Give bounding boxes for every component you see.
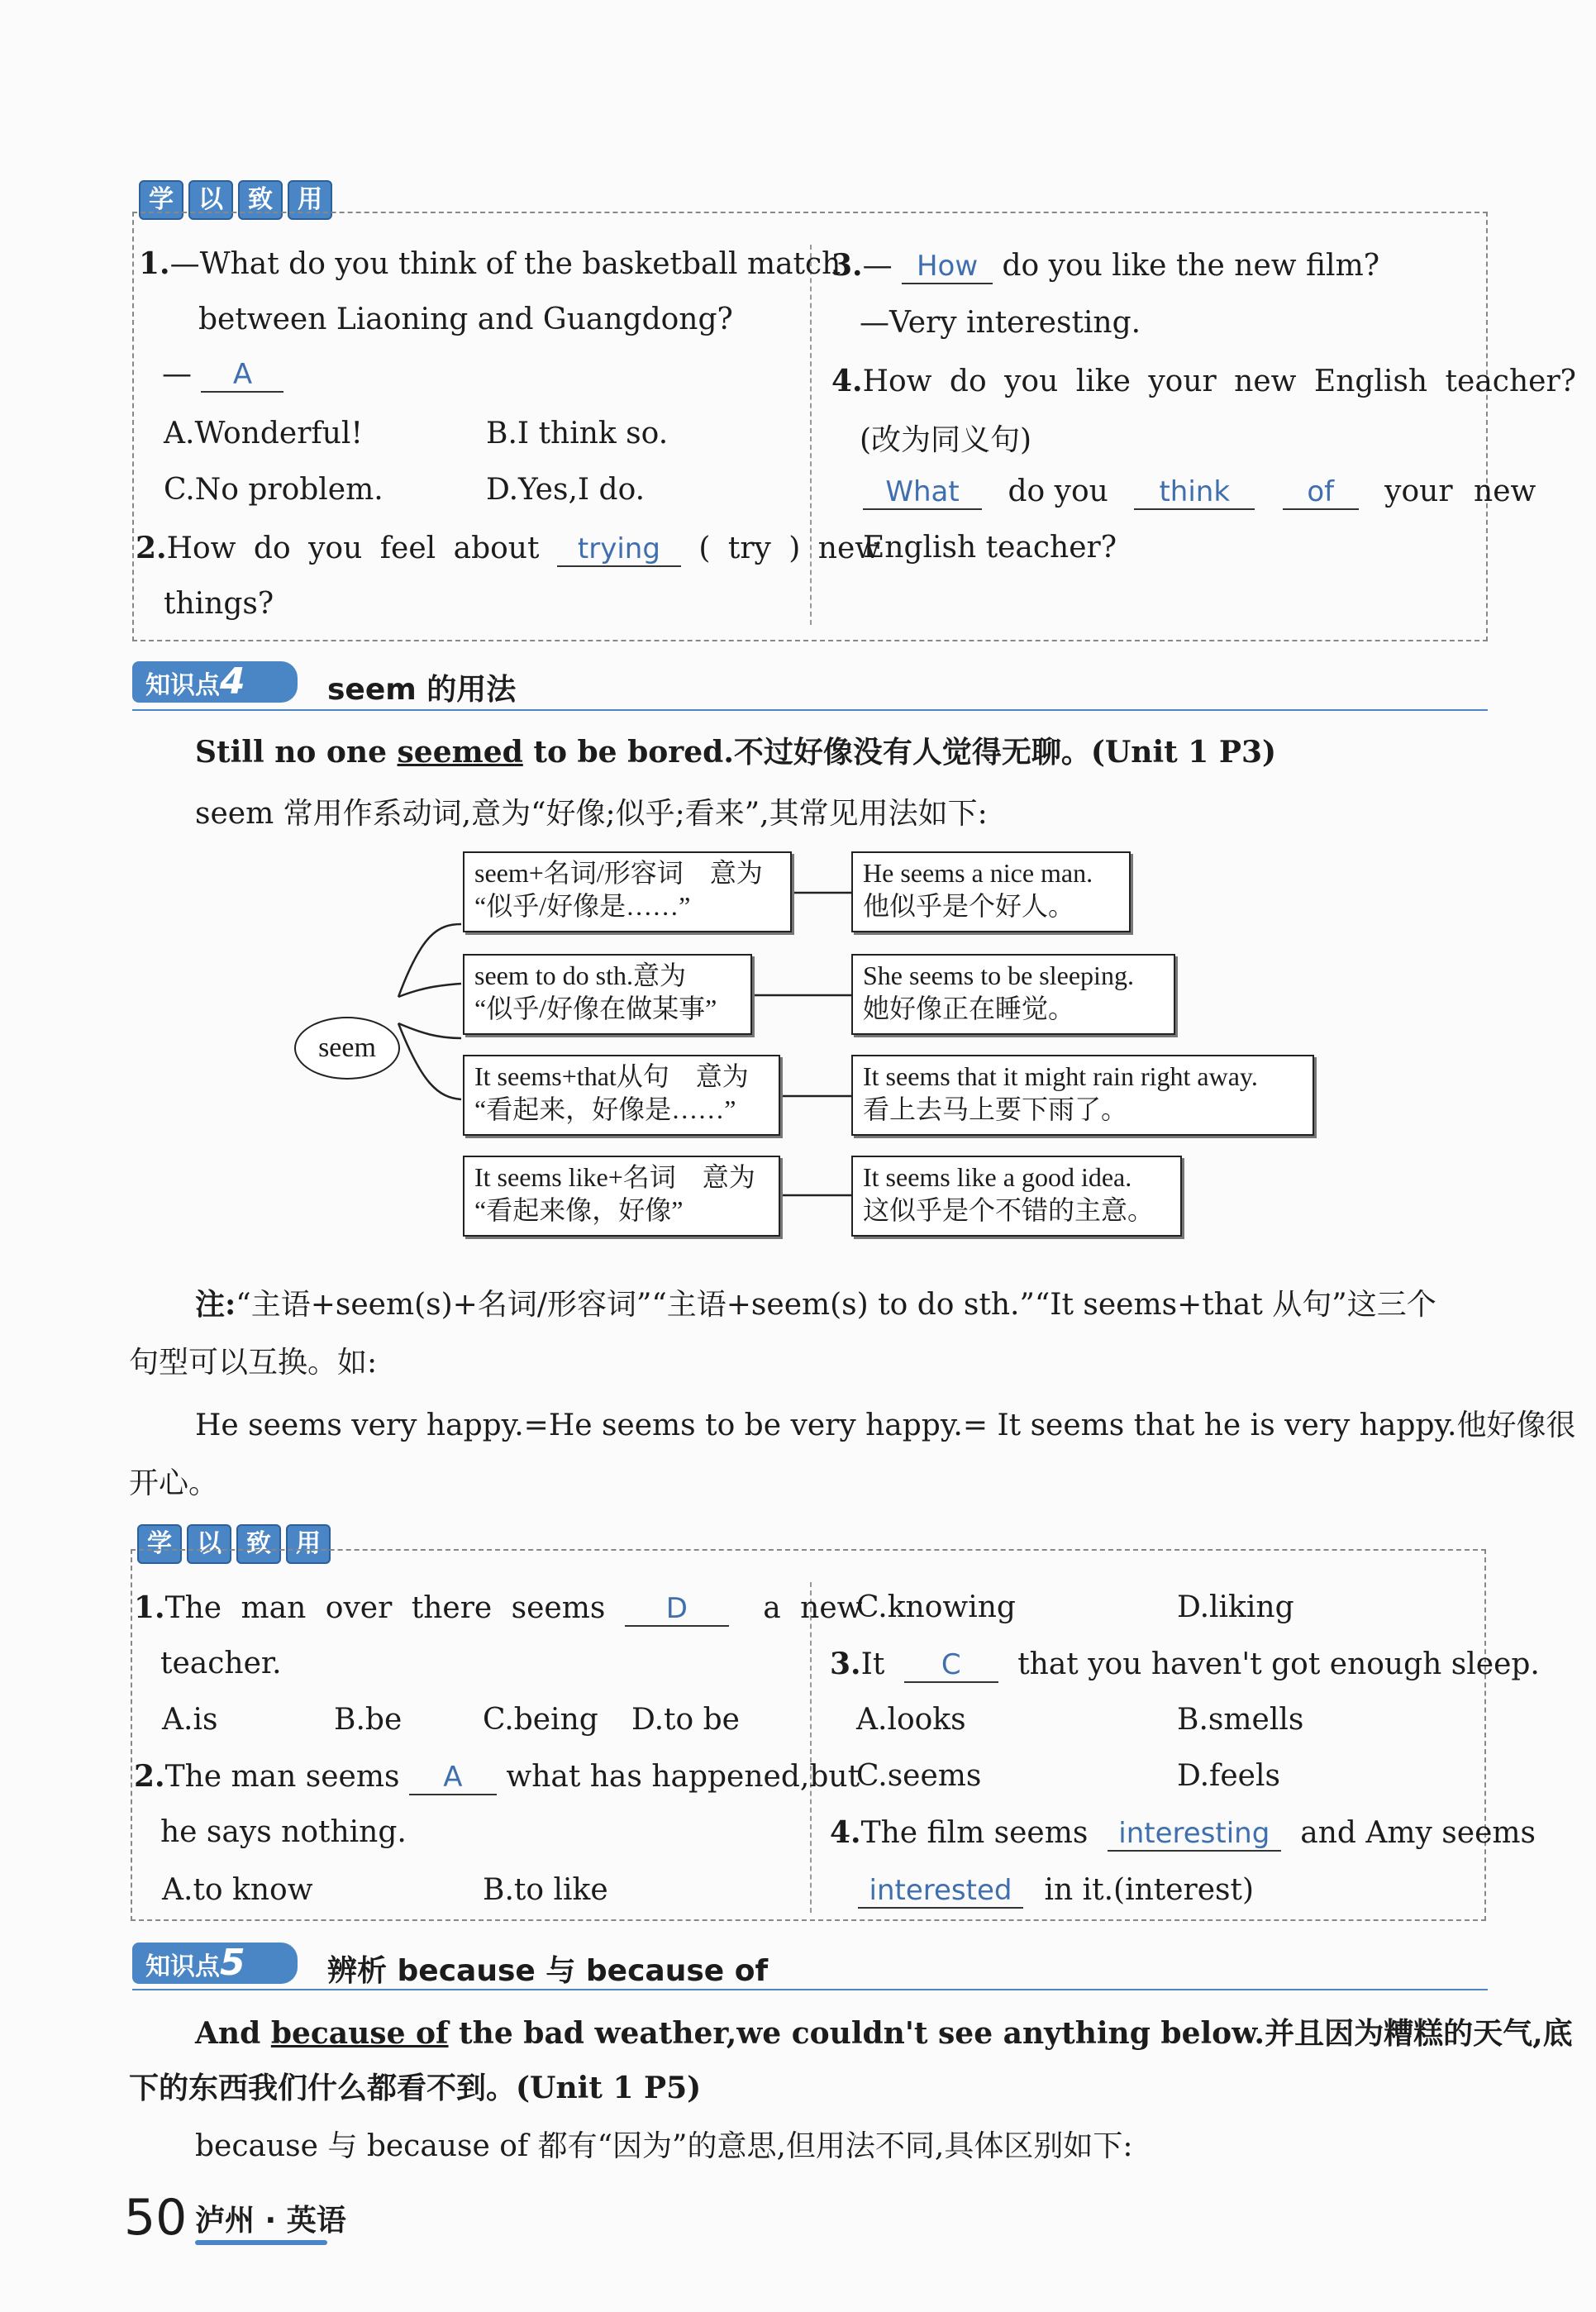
kp-title: 辨析 because 与 because of	[327, 1954, 769, 1988]
usage-text: seem to do sth.意为	[474, 961, 686, 990]
answer-blank[interactable]: D	[625, 1592, 729, 1627]
question-text: How do you like your new English teacher?	[862, 365, 1576, 398]
example-text: 他似乎是个好人。	[863, 891, 1075, 921]
question-text: your new	[1384, 474, 1536, 508]
question-text: and Amy seems	[1300, 1816, 1536, 1850]
option-b: B.to like	[483, 1873, 608, 1907]
kp4-note	[195, 1281, 1436, 1323]
example-underlined: seemed	[397, 735, 523, 770]
question-number: 2.	[134, 1759, 165, 1794]
column-separator	[810, 1582, 812, 1913]
question-text: English teacher?	[863, 531, 1117, 565]
question-text: The film seems	[860, 1816, 1089, 1850]
note-example: 开心。	[129, 1466, 219, 1500]
example-underlined: because of	[270, 2016, 449, 2051]
example-box-4	[851, 1156, 1182, 1237]
question-instruction: (改为同义句)	[860, 423, 1032, 457]
question-text: do you	[1008, 474, 1108, 508]
option-b: B.be	[334, 1703, 403, 1737]
badge-char: 致	[238, 180, 283, 220]
option-a: A.to know	[162, 1873, 313, 1907]
example-box-2	[851, 954, 1175, 1035]
example-text: And	[195, 2016, 271, 2051]
question-number: 3.	[830, 1647, 861, 1681]
example-text: He seems a nice man.	[863, 858, 1093, 888]
question-text: —Very interesting.	[860, 306, 1141, 340]
answer-blank[interactable]: A	[201, 358, 283, 393]
usage-text: seem+名词/形容词 意为	[474, 858, 763, 888]
answer-blank[interactable]: of	[1283, 475, 1359, 510]
kp4-example	[195, 729, 1276, 771]
knowledge-point-4-badge	[132, 661, 298, 703]
kp-label: 知识点	[145, 671, 220, 700]
example-box-1	[851, 851, 1131, 932]
question-number: 2.	[136, 531, 167, 565]
usage-text: “似乎/好像是……”	[474, 891, 691, 921]
question-text: he says nothing.	[160, 1815, 407, 1849]
dash: —	[862, 249, 893, 283]
question-text: a new	[763, 1591, 863, 1625]
usage-text: “看起来像，好像”	[474, 1195, 684, 1225]
kp-title: seem 的用法	[327, 673, 517, 707]
kp-number: 5	[220, 1942, 245, 1984]
knowledge-point-5-badge	[132, 1943, 298, 1984]
kp-underline	[132, 709, 1488, 711]
question-4-answer	[863, 474, 1536, 510]
s2-question-1	[134, 1590, 862, 1627]
question-number: 4.	[830, 1815, 861, 1850]
example-text: It seems that it might rain right away.	[863, 1061, 1258, 1091]
question-text: ( try ) new	[698, 532, 881, 565]
option-b: B.smells	[1177, 1703, 1304, 1737]
option-d: D.liking	[1177, 1590, 1294, 1624]
example-reference: (Unit 1 P5)	[516, 2071, 702, 2105]
kp-number: 4	[220, 660, 245, 703]
question-text: The man over there seems	[164, 1591, 606, 1625]
kp-label: 知识点	[145, 1952, 220, 1981]
s2-question-4	[830, 1815, 1536, 1852]
question-text: things?	[164, 587, 274, 621]
question-text: teacher.	[160, 1647, 282, 1680]
answer-blank[interactable]: interested	[858, 1874, 1023, 1909]
example-reference: (Unit 1 P3)	[1090, 735, 1277, 770]
question-text: do you like the new film?	[1002, 249, 1380, 283]
s2-question-3	[830, 1647, 1540, 1683]
note-text: 句型可以互换。如:	[129, 1346, 378, 1380]
note-example: He seems very happy.=He seems to be very happy.= It seems that he is very happy.他好像很	[195, 1409, 1576, 1442]
usage-box-1	[463, 851, 792, 932]
option-a: A.Wonderful!	[164, 417, 363, 450]
question-1	[139, 246, 841, 281]
mind-map-root: seem	[294, 1017, 400, 1080]
branch-line	[398, 924, 461, 997]
kp5-example	[195, 2010, 1573, 2052]
answer-blank[interactable]: A	[409, 1761, 497, 1795]
question-text: that you haven't got enough sleep.	[1017, 1647, 1540, 1681]
example-text: 这似乎是个不错的主意。	[863, 1195, 1155, 1225]
question-3	[831, 248, 1379, 284]
answer-blank[interactable]: C	[904, 1648, 998, 1683]
answer-blank[interactable]: think	[1134, 475, 1255, 510]
option-c: C.knowing	[856, 1590, 1016, 1624]
kp5-example-line2	[129, 2065, 701, 2107]
example-text: It seems like a good idea.	[863, 1162, 1132, 1192]
note-text: “主语+seem(s)+名词/形容词”“主语+seem(s) to do sth.”“It seems+that 从句”这三个	[236, 1288, 1436, 1322]
s2-question-2	[134, 1759, 860, 1795]
branch-line	[398, 1023, 461, 1038]
question-text: It	[860, 1647, 885, 1681]
example-text: to be bored.不过好像没有人觉得无聊。	[522, 735, 1091, 770]
badge-char: 学	[137, 1524, 182, 1564]
question-text: what has happened,but	[506, 1760, 860, 1794]
question-text: —What do you think of the basketball match	[169, 247, 841, 281]
example-text: Still no one	[195, 735, 398, 770]
answer-blank[interactable]: What	[863, 475, 982, 510]
example-text: She seems to be sleeping.	[863, 961, 1134, 990]
answer-line	[162, 357, 283, 393]
example-text: 她好像正在睡觉。	[863, 994, 1075, 1023]
usage-box-2	[463, 954, 752, 1035]
option-d: D.to be	[631, 1703, 740, 1737]
example-box-3	[851, 1055, 1314, 1136]
badge-char: 用	[286, 1524, 331, 1564]
example-text: the bad weather,we couldn't see anything below.并且因为糟糕的天气,底	[448, 2016, 1573, 2051]
column-separator	[810, 245, 812, 625]
option-c: C.No problem.	[164, 473, 384, 507]
question-2	[136, 531, 880, 567]
badge-char: 致	[236, 1524, 281, 1564]
question-number: 4.	[831, 364, 863, 398]
badge-char: 学	[139, 180, 183, 220]
note-label: 注:	[195, 1287, 236, 1322]
question-number: 1.	[134, 1590, 165, 1625]
question-text: How do you feel about	[166, 532, 540, 565]
usage-text: It seems like+名词 意为	[474, 1162, 755, 1192]
footer-accent	[195, 2240, 327, 2245]
usage-box-4	[463, 1156, 780, 1237]
dash: —	[162, 357, 192, 391]
question-text: in it.(interest)	[1044, 1873, 1255, 1907]
example-text: 下的东西我们什么都看不到。	[129, 2071, 517, 2105]
option-c: C.seems	[856, 1759, 982, 1793]
question-number: 1.	[139, 246, 170, 281]
option-a: A.is	[162, 1703, 218, 1737]
question-number: 3.	[831, 248, 863, 283]
badge-char: 以	[187, 1524, 231, 1564]
kp4-intro: seem 常用作系动词,意为“好像;似乎;看来”,其常见用法如下:	[195, 797, 988, 831]
badge-char: 用	[288, 180, 332, 220]
question-4	[831, 364, 1576, 398]
example-text: 看上去马上要下雨了。	[863, 1094, 1128, 1124]
footer-title: 泸州 · 英语	[195, 2204, 346, 2238]
kp5-intro: because 与 because of 都有“因为”的意思,但用法不同,具体区别如下:	[195, 2129, 1133, 2163]
question-text: between Liaoning and Guangdong?	[198, 303, 733, 336]
answer-blank[interactable]: trying	[557, 532, 681, 567]
usage-text: “看起来，好像是……”	[474, 1094, 736, 1124]
usage-text: “似乎/好像在做某事”	[474, 994, 717, 1023]
s2-question-4-line2	[858, 1873, 1254, 1909]
badge-char: 以	[188, 180, 233, 220]
branch-line	[398, 984, 461, 997]
option-c: C.being	[483, 1703, 598, 1737]
usage-text: It seems+that从句 意为	[474, 1061, 749, 1091]
option-a: A.looks	[856, 1703, 966, 1737]
question-text: The man seems	[164, 1760, 400, 1794]
page-number: 50	[124, 2189, 188, 2247]
answer-blank[interactable]: interesting	[1108, 1817, 1281, 1852]
usage-box-3	[463, 1055, 780, 1136]
option-b: B.I think so.	[486, 417, 669, 450]
option-d: D.Yes,I do.	[486, 473, 646, 507]
answer-blank[interactable]: How	[902, 250, 993, 284]
option-d: D.feels	[1177, 1759, 1280, 1793]
